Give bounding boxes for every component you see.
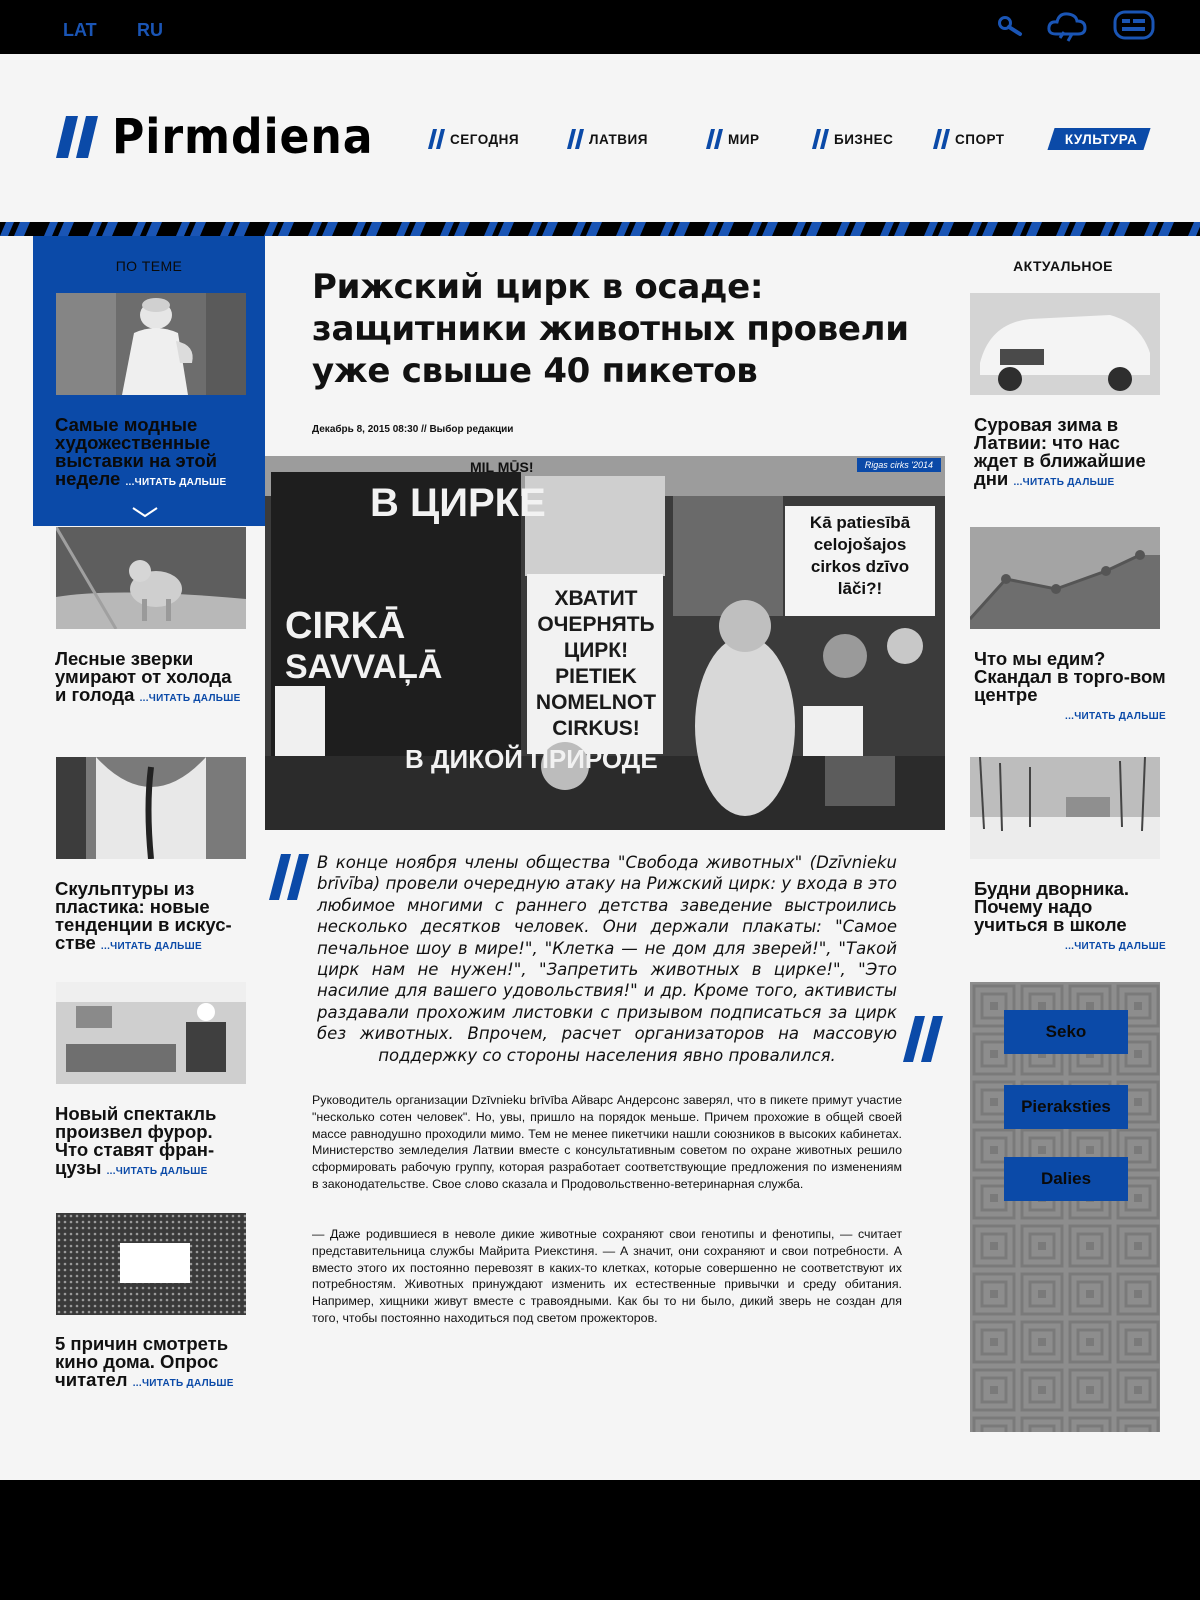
nav-slash-icon <box>812 129 830 149</box>
site-header <box>0 54 1200 222</box>
article-paragraph: Руководитель организации Dzīvnieku brīvība Айварс Андерсонс заверял, что в пикете примут участие "несколько сотен человек". Но, увы, пришло на порядок меньше. Причем прохожие в общей своей массе равнодушно проходили мимо. Тем не менее пикетчики нашли союзников в высоких кабинетах. Министерство земледелия Латвии вместе с консультативным советом по охране животных решило сформировать рабочую группу, которая разработает соответствующие предложения по изменениям в законодательстве. Свое слово сказала и Продовольственно-ветеринарная служба. <box>312 1093 902 1191</box>
nav-item-label: БИЗНЕС <box>834 131 894 147</box>
nav-slash-icon <box>428 129 446 149</box>
subscribe-button[interactable]: Pieraksties <box>1004 1085 1128 1129</box>
card-title-text: Скульптуры из пластика: новые тенденции в искус-стве <box>55 878 232 953</box>
header-stripe <box>0 222 1200 236</box>
card-title-text: Будни дворника. Почему надо учиться в школе <box>974 878 1130 935</box>
card-title-text: Новый спектакль произвел фурор. Что ставят фран-цузы <box>55 1103 217 1178</box>
card-image-cinema[interactable] <box>56 1213 246 1315</box>
card-image-park[interactable] <box>970 757 1160 859</box>
hero-sign-text: SAVVAĻĀ <box>285 648 443 686</box>
hero-sign-text: ХВАТИТ ОЧЕРНЯТЬ ЦИРК! <box>537 587 655 662</box>
card-title-text: Лесные зверки умирают от холода и голода <box>55 648 232 705</box>
article-headline: Рижский цирк в осаде: защитники животных провели уже свыше 40 пикетов <box>312 267 909 391</box>
read-more-link[interactable]: ...ЧИТАТЬ ДАЛЬШЕ <box>139 693 241 704</box>
card-image-sculpture[interactable] <box>56 757 246 859</box>
nav-item-label: СЕГОДНЯ <box>450 131 520 147</box>
article-category[interactable]: Выбор редакции <box>429 424 514 435</box>
read-more-link[interactable]: ...ЧИТАТЬ ДАЛЬШЕ <box>100 941 202 952</box>
related-card-title[interactable] <box>55 416 247 492</box>
read-more-link[interactable]: ...ЧИТАТЬ ДАЛЬШЕ <box>1064 711 1166 722</box>
nav-item-label: СПОРТ <box>955 131 1005 147</box>
nav-item-label: МИР <box>728 131 760 147</box>
search-icon[interactable] <box>996 14 1024 43</box>
hero-image[interactable] <box>265 456 945 830</box>
card-title-text: Суровая зима в Латвии: что нас ждет в ближайшие дни <box>974 414 1146 489</box>
article-meta <box>312 424 513 435</box>
card-image-snow-car[interactable] <box>970 293 1160 395</box>
nav-item-culture[interactable] <box>1047 128 1151 150</box>
main-nav <box>424 128 1144 150</box>
card-image-graph[interactable] <box>970 527 1160 629</box>
left-card-title[interactable] <box>55 1105 247 1181</box>
nav-item-label: ЛАТВИЯ <box>589 131 648 147</box>
card-title-text: Что мы едим? Скандал в торго-вом центре <box>974 648 1166 705</box>
card-image-statue[interactable] <box>56 293 246 395</box>
article-paragraph: — Даже родившиеся в неволе дикие животные сохраняют свои генотипы и фенотипы, — считает представительница службы Майрита Риекстиня. — А значит, они сохраняют и свои потребности. А вместо этого их постоянно перевозят в каких-то клетках, которые совершенно не соответствуют их потребностям. Животных принуждают изменить их естественные привычки и среду обитания. Например, хищники живут вместе с травоядными. Как бы то ни было, дикий зверь не создан для того, чтобы постоянно находиться под светом прожекторов. <box>312 1227 902 1325</box>
left-card-title[interactable] <box>55 880 247 956</box>
nav-slash-icon <box>933 129 951 149</box>
lang-lat-link[interactable]: LAT <box>63 20 97 40</box>
quote-close-icon <box>903 1016 945 1062</box>
card-title-text: Самые модные художественные выставки на этой неделе <box>55 414 218 489</box>
left-card-title[interactable] <box>55 650 247 708</box>
nav-item-today[interactable] <box>428 128 519 150</box>
nav-item-business[interactable] <box>812 128 893 150</box>
article-lead-quote: В конце ноября члены общества "Свобода животных" (Dzīvnieku brīvība) провели очередную атаку на Рижский цирк: у входа в это любимое многими с раннего детства заведение выстроились несколько десятков человек. Они держали плакаты: "Самое печальное шоу в мире!", "Клетка — не дом для зверей!", "Такой цирк нам не нужен!", "Запретить животных в цирке!", "Это насилие для вашего удовольствия!" и др. Кроме того, активисты раздавали прохожим листовки с призывом подписаться за цирк без животных. Впрочем, расчет организаторов на массовую поддержку со стороны населения явно провалился. <box>317 853 897 1065</box>
right-card-title[interactable] <box>974 416 1166 492</box>
right-card-title[interactable] <box>974 880 1166 956</box>
card-image-dog[interactable] <box>56 527 246 629</box>
related-box <box>33 236 265 526</box>
trending-heading: АКТУАЛЬНОЕ <box>1013 258 1113 274</box>
related-heading: ПО ТЕМЕ <box>115 258 183 274</box>
meta-separator: // <box>421 424 427 435</box>
read-more-link[interactable]: ...ЧИТАТЬ ДАЛЬШЕ <box>132 1378 234 1389</box>
hero-sign-text: CIRKĀ <box>285 605 406 647</box>
read-more-link[interactable]: ...ЧИТАТЬ ДАЛЬШЕ <box>125 477 227 488</box>
nav-slash-icon <box>706 129 724 149</box>
follow-button[interactable]: Seko <box>1004 1010 1128 1054</box>
image-tag: Rigas cirks '2014 <box>857 458 941 472</box>
left-card-title[interactable] <box>55 1335 247 1393</box>
hero-sign-text: Kā patiesībā celojošajos cirkos dzīvo lāči?! <box>809 513 911 598</box>
protest-photo <box>265 456 945 830</box>
weather-cloud-icon[interactable] <box>1046 8 1088 49</box>
read-more-link[interactable]: ...ЧИТАТЬ ДАЛЬШЕ <box>1064 941 1166 952</box>
logo-slashes-icon <box>56 114 100 160</box>
nav-item-label: КУЛЬТУРА <box>1065 131 1138 147</box>
quote-open-icon <box>269 854 311 900</box>
top-bar <box>0 0 1200 54</box>
read-more-link[interactable]: ...ЧИТАТЬ ДАЛЬШЕ <box>106 1166 208 1177</box>
nav-item-world[interactable] <box>706 128 759 150</box>
nav-item-latvia[interactable] <box>567 128 648 150</box>
site-logo[interactable] <box>56 109 396 165</box>
article-date: Декабрь 8, 2015 08:30 <box>312 424 419 435</box>
card-image-interior[interactable] <box>56 982 246 1084</box>
hero-sign-text: MIL MŪS! <box>470 459 534 475</box>
nav-slash-icon <box>567 129 585 149</box>
hero-sign-text: В ДИКОЙ ПРИРОДЕ <box>405 744 658 774</box>
site-footer <box>0 1480 1200 1600</box>
right-card-title[interactable] <box>974 650 1166 726</box>
read-more-link[interactable]: ...ЧИТАТЬ ДАЛЬШЕ <box>1013 477 1115 488</box>
card-title-text: 5 причин смотреть кино дома. Опрос читател <box>55 1333 229 1390</box>
social-promo-box <box>970 982 1160 1432</box>
nav-item-sport[interactable] <box>933 128 1005 150</box>
chevron-down-icon[interactable] <box>131 506 159 518</box>
card-icon[interactable] <box>1113 10 1155 45</box>
lang-ru-link[interactable]: RU <box>137 20 163 40</box>
hero-sign-text: В ЦИРКЕ <box>370 481 546 525</box>
share-button[interactable]: Dalies <box>1004 1157 1128 1201</box>
hero-sign-text: PIETIEK NOMELNOT CIRKUS! <box>535 665 657 740</box>
site-logo-text: Pirmdiena <box>112 109 374 165</box>
